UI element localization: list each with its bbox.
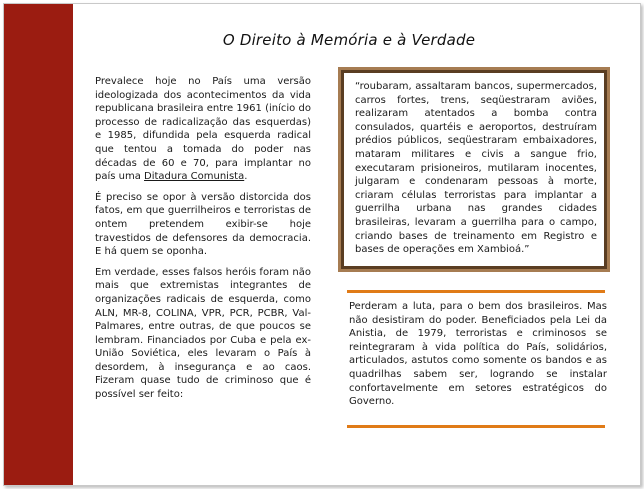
- ditadura-comunista-link[interactable]: Ditadura Comunista: [144, 171, 245, 183]
- left-column: [95, 75, 311, 409]
- quote-text: “roubaram, assaltaram bancos, supermercados, carros fortes, trens, seqüestraram aviões, realizaram atentados a bomba contra consulados, quartéis e aeroportos, destruíram prédios públicos, seqüestraram embaixadores, mataram militares e civis a sangue frio, executaram prisioneiros, mutilaram inocentes, julgaram e condenaram pessoas à morte, criaram células terroristas para implantar a guerrilha urbana nas grandes cidades brasileiras, levaram a guerrilha para o campo, criando bases de treinamento em Registro e bases de operações em Xambioá.”: [355, 81, 597, 256]
- paragraph-intro: [95, 75, 311, 184]
- paragraph-intro-text: Prevalece hoje no País uma versão ideologizada dos acontecimentos da vida republicana brasileira entre 1961 (início do processo de radicalização das esquerdas) e 1985, difundida pela esquerda radical que tentou a tomada do poder nas décadas de 60 e 70, para implantar no país uma: [95, 76, 311, 183]
- paragraph-intro-end: .: [244, 171, 248, 183]
- orange-divider-bottom: [347, 425, 605, 428]
- page-frame: [3, 3, 641, 486]
- paragraph-false-heroes: Em verdade, esses falsos heróis foram não mais que extremistas integrantes de organizações radicais de esquerda, como ALN, MR-8, COLINA, VPR, PCR, PCBR, Val-Palmares, entre outras, de que poucos se lembram. Financiados por Cuba e pela ex-União Soviética, eles levaram o País à desordem, à insegurança e ao caos. Fizeram quase tudo de criminoso que é possível ser feito:: [95, 266, 311, 401]
- paragraph-oppose: É preciso se opor à versão distorcida dos fatos, em que guerrilheiros e terroristas de ontem pretendem exibir-se hoje travestidos de defensores da democracia. E há quem se oponha.: [95, 191, 311, 258]
- page-title: O Direito à Memória e à Verdade: [222, 31, 476, 49]
- left-accent-bar: [4, 4, 73, 485]
- orange-divider-top: [347, 290, 605, 293]
- quote-box: [338, 67, 610, 272]
- conclusion-paragraph: Perderam a luta, para o bem dos brasileiros. Mas não desistiram do poder. Beneficiados pela Lei da Anistia, de 1979, terroristas e criminosos se reintegraram à vida política do País, solidários, articulados, astutos como somente os bandos e as quadrilhas sabem ser, logrando se instalar confortavelmente em setores estratégicos do Governo.: [349, 301, 607, 408]
